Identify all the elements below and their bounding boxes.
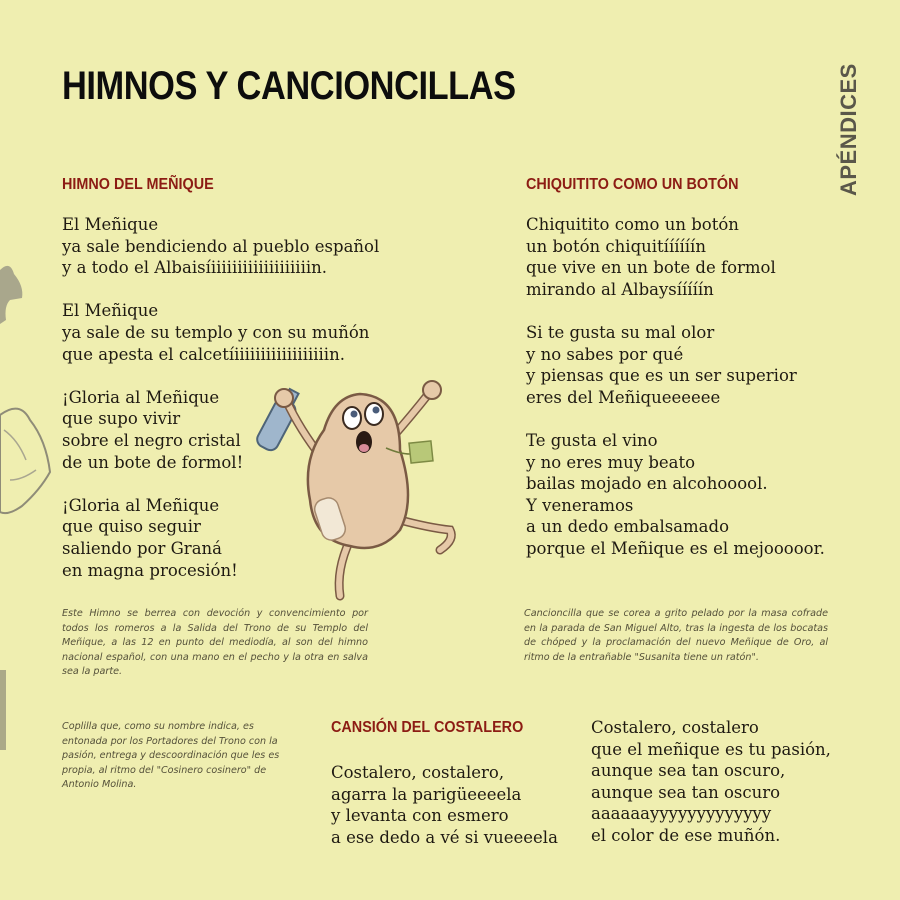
song-heading-chiquitito-como-un-boton: CHIQUITITO COMO UN BOTÓN [526,176,739,193]
lyric-line: ¡Gloria al Meñique [62,495,220,515]
page-title: HIMNOS Y CANCIONCILLAS [62,64,516,108]
lyric-line: aaaaaayyyyyyyyyyyyy [591,804,772,824]
lyric-line: Te gusta el vino [526,430,658,450]
lyric-line: que supo vivir [62,409,181,429]
song-lyrics-cansion-del-costalero-right [591,717,831,847]
lyric-line: Costalero, costalero, [331,763,505,782]
lyric-line: y piensas que es un ser superior [526,366,797,386]
lyric-line: y no eres muy beato [526,452,696,472]
lyric-line: aunque sea tan oscuro [591,782,781,802]
lyric-line: a ese dedo a vé si vueeeela [331,827,558,847]
lyric-line: El Meñique [62,215,159,234]
lyric-line: el color de ese muñón. [591,825,781,845]
lyric-line: que el meñique es tu pasión, [591,739,831,759]
lyric-line: a un dedo embalsamado [526,517,730,537]
song-note-chiquitito-como-un-boton: Cancioncilla que se corea a grito pelado por la masa cofrade en la parada de San Miguel Alto, tras la ingesta de los bocatas de chóped y la proclamación del nuevo Meñique de Oro, al ritmo de la entrañable "Susanita tiene un ratón". [524,608,828,663]
stanza [591,717,831,847]
lyric-line: y a todo el Albaisíiiiiiiiiiiiiiiiiiiin. [62,258,327,278]
lyric-line: Y veneramos [526,495,634,515]
lyric-line: porque el Meñique es el mejooooor. [526,538,825,558]
song-note-himno-del-menique: Este Himno se berrea con devoción y convencimiento por todos los romeros a la Salida del Trono de su Templo del Meñique, a las 12 en punto del mediodía, al son del himno nacional español, con una mano en el pecho y la otra en salva sea la parte. [62,608,368,678]
lyric-line: y no sabes por qué [526,344,684,364]
lyric-line: ¡Gloria al Meñique [62,387,220,407]
lyric-line: El Meñique [62,301,159,321]
left-edge-sketch-illustration [0,250,60,770]
lyric-line: ya sale bendiciendo al pueblo español [62,236,380,256]
lyric-line: aunque sea tan oscuro, [591,761,786,781]
lyric-line: Si te gusta su mal olor [526,322,715,342]
lyric-line: que quiso seguir [62,517,201,537]
lyric-line: un botón chiquitíííííín [526,236,706,256]
lyric-line: que vive en un bote de formol [526,258,776,278]
lyric-line: en magna procesión! [62,560,238,580]
dancing-finger-character-illustration [240,370,480,610]
song-heading-cansion-del-costalero: CANSIÓN DEL COSTALERO [331,719,524,736]
lyric-line: ya sale de su templo y con su muñón [62,322,370,342]
lyric-line: agarra la parigüeeeela [331,784,522,804]
stanza [62,300,379,365]
song-lyrics-chiquitito-como-un-boton [526,214,825,560]
lyric-line: bailas mojado en alcohooool. [526,474,768,494]
stanza [526,322,825,408]
lyric-line: Costalero, costalero [591,718,759,737]
lyric-line: de un bote de formol! [62,452,244,472]
lyric-line: que apesta el calcetíiiiiiiiiiiiiiiiiiin. [62,344,345,364]
lyric-line: eres del Meñiqueeeeee [526,387,721,407]
song-heading-himno-del-menique: HIMNO DEL MEÑIQUE [62,176,214,193]
song-note-cansion-del-costalero: Coplilla que, como su nombre indica, es entonada por los Portadores del Trono con la pasión, entrega y descoordinación que les es propia, al ritmo del "Cosinero cosinero" de Antonio Molina. [62,721,280,791]
section-tab-apendices: APÉNDICES [836,63,861,196]
stanza [331,762,558,848]
stanza [526,430,825,560]
stanza [526,214,825,300]
lyric-line: y levanta con esmero [331,806,509,826]
song-lyrics-cansion-del-costalero-left [331,762,558,848]
lyric-line: saliendo por Graná [62,538,222,558]
lyric-line: Chiquitito como un botón [526,215,739,234]
stanza [62,214,379,279]
lyric-line: mirando al Albaysííííín [526,279,714,299]
lyric-line: sobre el negro cristal [62,430,241,450]
